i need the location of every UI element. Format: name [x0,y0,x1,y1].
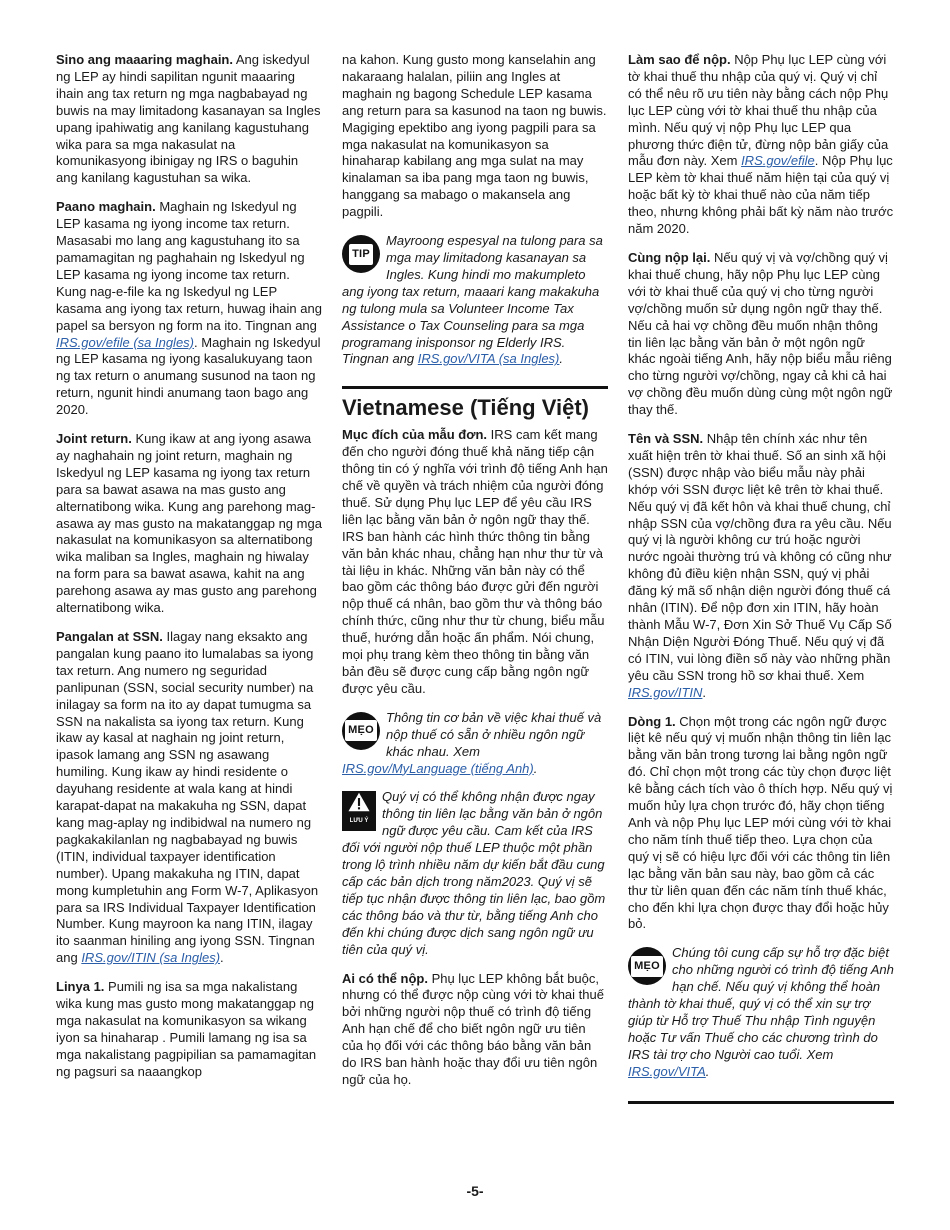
body-text: Phụ lục LEP không bắt buộc, nhưng có thể được nộp cùng với tờ khai thuế bởi những người nộp thuế có trình độ tiếng Anh hạn chế để cho biết ngôn ngữ ưu tiên của họ đối với các thông báo bằng văn bản do IRS ban hành hoặc thay đổi ưu tiên ngôn ngữ của họ. [342,970,604,1087]
paragraph-joint-return-vn [628,250,894,419]
heading: Paano maghain. [56,199,156,215]
link-efile[interactable]: IRS.gov/efile (sa Ingles) [56,334,195,350]
heading: Dòng 1. [628,713,676,729]
page-number: -5- [466,1183,484,1199]
meo-label: MẸO [345,720,377,741]
caution-text: Quý vị có thể không nhận được ngay thông tin liên lạc bằng văn bản ở ngôn ngữ được yêu cầu. Cam kết của IRS đối với người nộp thuế LEP thuộc một phần trong lộ trình nhiều năm dự kiến bắt đầu cung cấp các bản dịch trong năm2023. Quý vị sẽ tiếp tục nhận được thông tin liên lạc, bao gồm các thông báo và thư từ, bằng tiếng Anh cho đến khi chúng được dịch sang ngôn ngữ ưu tiên của quý vị. [342,789,606,957]
tip-label: TIP [349,244,373,265]
paragraph-name-ssn-vn [628,431,894,702]
paragraph-joint-return [56,431,322,617]
body-text: Nhập tên chính xác như tên xuất hiện trên tờ khai thuế. Số an sinh xã hội (SSN) được nhập vào biểu mẫu này phải khớp với SSN được liệt kê trên tờ khai thuế. Nếu quý vị đã kết hôn và khai thuế chung, chỉ nhập SSN của vợ/chồng đưa ra yêu cầu. Nếu quý vị là người không cư trú hoặc người nước ngoài thường trú và không có cũng như không đủ điều kiện nhận SSN, quý vị phải đăng ký mã số nhận diện người đóng thuế cá nhân (ITIN). Để nộp đơn xin ITIN, hãy hoàn thành Mẫu W-7, Đơn Xin Sở Thuế Vụ Cấp Số Nhận Diện Người Đóng Thuế. Nếu quý vị đã có ITIN, vui lòng điền số này vào những phần yêu cầu SSN trong hồ sơ khai thuế. Xem [628,431,892,683]
meo-callout-2 [628,945,894,1080]
warning-triangle-icon [346,791,372,812]
body-text: . [220,950,224,966]
link-vita[interactable]: IRS.gov/VITA (sa Ingles) [417,351,560,367]
paragraph-line-1 [56,979,322,1080]
tip-text: Mayroong espesyal na tulong para sa mga may limitadong kasanayan sa Ingles. Kung hindi mo makumpleto ang iyong tax return, maaari kang makakuha ng tulong mula sa Volunteer Income Tax Assistance o Tax Counseling para sa mga programang inisponsor ng Elderly IRS. Tingnan ang [342,233,603,367]
caution-label: LƯU Ý [349,817,369,824]
paragraph-how-to-file [56,199,322,419]
body-text: na kahon. Kung gusto mong kanselahin ang nakaraang halalan, piliin ang Ingles at maghain ng bagong Schedule LEP kasama ang return para sa kasunod na taon ng buwis. Magiging epektibo ang iyong pagpili para sa mga nakasulat na komunikasyon sa hinaharap kabilang ang mga sulat na may kinalaman sa iba pang mga taon ng buwis, hanggang sa mabago o makansela ang pagpili. [342,52,607,220]
heading: Ai có thể nộp. [342,970,428,986]
tip-text: . [559,351,564,367]
paragraph-purpose [342,427,608,698]
link-mylanguage[interactable]: IRS.gov/MyLanguage (tiếng Anh) [342,760,534,776]
heading: Linya 1. [56,979,105,995]
meo-text: Thông tin cơ bản về việc khai thuế và nộp thuế có sẵn ở nhiều ngôn ngữ khác nhau. Xem [386,709,602,759]
section-title-vietnamese: Vietnamese (Tiếng Việt) [342,386,608,421]
tip-callout [342,233,608,368]
heading: Mục đích của mẫu đơn. [342,427,488,443]
heading: Sino ang maaaring maghain. [56,52,233,67]
body-text: . Maghain ng Iskedyul ng LEP kasama ng iyong kasalukuyang taon ng tax return o anumang susunod na taon ng return, ngunit hindi anumang taon bago ang 2020. [56,334,321,418]
meo-callout [342,710,608,778]
meo-icon [342,712,380,750]
meo-icon [628,947,666,985]
heading: Pangalan at SSN. [56,629,163,644]
heading: Joint return. [56,431,132,447]
body-text: . [702,684,707,700]
link-vita-vn[interactable]: IRS.gov/VITA [628,1063,706,1079]
meo-text: Chúng tôi cung cấp sự hỗ trợ đặc biệt cho những người có trình độ tiếng Anh hạn chế. Nếu quý vị không thể hoàn thành tờ khai thuế, quý vị có thể xin sự trợ giúp từ Hỗ trợ Thuế Thu nhập Tình nguyện hoặc Tư vấn Thuế cho các chương trình do IRS tài trợ cho Người cao tuổi. Xem [628,945,894,1062]
paragraph-line-1-vn [628,714,894,934]
body-text: Ilagay nang eksakto ang pangalan kung paano ito lumalabas sa iyong tax return. Ang numero ng seguridad panlipunan (SSN, social security number) na inilagay sa form na ito ay dapat tumugma sa SSN na nakalista sa iyong tax return. Kung ikaw ay kasal at naghain ng joint return, ipasok lamang ang SSN ng asawang humiling. Kung ikaw ay hindi residente o dayuhang residente at wala kang at hindi karapat-dapat na makakuha ng SSN, dapat kang mag-aplay ng indibidwal na numero ng pagkakakilanlan ng nagbabayad ng buwis (ITIN, individual taxpayer identification number). Upang makakuha ng ITIN, dapat mong kumpletuhin ang Form W-7, Aplikasyon para sa IRS Individual Taxpayer Identification Number. Kung mayroon ka nang ITIN, ilagay ito saanman hiniling ang iyong SSN. Tingnan ang [56,629,319,966]
body-text: Ang iskedyul ng LEP ay hindi sapilitan ngunit maaaring ihain ang tax return ng mga nagbabayad ng buwis na may limitadong kasanayan sa Ingles upang ipahiwatig ang kanilang kagustuhang wika para sa mga nakasulat na komunikasyong ibinigay ng IRS o baguhin ang kanilang kagustuhan sa wika. [56,52,321,186]
link-efile-vn[interactable]: IRS.gov/efile [741,153,815,169]
body-text: Pumili ng isa sa mga nakalistang wika kung mas gusto mong makatanggap ng mga nakasulat na komunikasyon sa wikang iyon sa hinaharap . Pumili lamang ng isa sa mga nakalistang pagpipilian sa pamamagitan ng pagsuri sa naaangkop [56,979,317,1079]
paragraph-who-can-file [342,971,608,1089]
meo-text: . [533,760,538,776]
body-text: Nộp Phụ lục LEP cùng với tờ khai thuế thu nhập của quý vị. Quý vị chỉ có thể nêu rõ ưu tiên này bằng cách nộp Phụ lục LEP cùng với tờ khai thuế thu nhập của mình. Nếu quý vị nộp Phụ lục LEP qua phương thức điện tử, đừng nộp bản giấy của mẫu đơn này. Xem [628,52,889,169]
paragraph-continued [342,52,608,221]
body-text: . Nộp Phụ lục LEP kèm tờ khai thuế năm hiện tại của quý vị hoặc bất kỳ tờ khai thuế nào của năm tiếp theo, nhưng không phải bất kỳ năm nào trước năm 2020. [628,153,894,237]
body-text: Chọn một trong các ngôn ngữ được liệt kê nếu quý vị muốn nhận thông tin liên lạc bằng văn bản trong tương lai bằng ngôn ngữ đó. Chỉ chọn một trong các tùy chọn được liệt kê bằng cách tích vào ô thích hợp. Nếu quý vị muốn hủy lựa chọn trước đó, hãy chọn tiếng Anh và nộp Phụ lục LEP mới cùng với tờ khai cho năm tính thuế tiếp theo. Lựa chọn của quý vị sẽ có hiệu lực đối với các thông tin liên lạc bằng văn bản sau này, bao gồm cả các thư từ liên quan đến các năm tính thuế khác, cho đến khi lựa chọn được thay đổi hoặc hủy bỏ. [628,713,893,932]
paragraph-how-to-file-vn [628,52,894,238]
tip-icon [342,235,380,273]
column-middle [342,52,608,1101]
caution-callout [342,789,608,958]
body-text: Kung ikaw at ang iyong asawa ay naghahain ng joint return, maghain ng Iskedyul ng LEP kasama ng iyong tax return para sa bawat asawa na mas gusto ang alternatibong wika. Kung ang parehong mag-asawa ay mas gusto na makatanggap ng mga nakasulat na komunikasyon sa alternatibong wika maliban sa Ingles, maghain ng hiwalay na form para sa bawat asawa, kahit na ang parehong asawa ay mas gusto ang parehong alternatibong wika. [56,431,322,616]
column-left [56,52,322,1093]
paragraph-who-may-file [56,52,322,187]
heading: Tên và SSN. [628,431,704,447]
heading: Làm sao để nộp. [628,52,731,67]
body-text: Maghain ng Iskedyul ng LEP kasama ng iyong income tax return. Masasabi mo lang ang kagustuhang ito sa pamamagitan ng paghahain ng Iskedyul ng LEP kasama ng iyong income tax return. Kung nag-e-file ka ng Iskedyul ng LEP kasama ang iyong tax return, huwag ihain ang papel sa bersyon ng form na ito. Tingnan ang [56,199,322,333]
paragraph-name-ssn [56,629,322,967]
column-right [628,52,894,1104]
link-itin[interactable]: IRS.gov/ITIN (sa Ingles) [81,950,221,966]
body-text: Nếu quý vị và vợ/chồng quý vị khai thuế chung, hãy nộp Phụ lục LEP cùng với tờ khai thuế của quý vị cho từng người vợ/chồng muốn sử dụng ngôn ngữ thay thế. Nếu cả hai vợ chồng đều muốn nhận thông tin liên lạc bằng văn bản ở một ngôn ngữ khác ngoài tiếng Anh, hãy nộp biểu mẫu riêng cho từng người vợ/chồng, ngay cả khi cả hai vợ chồng đều muốn dùng cùng một ngôn ngữ thay thế. [628,249,893,418]
link-itin-vn[interactable]: IRS.gov/ITIN [628,684,703,700]
meo-label: MẸO [631,956,663,977]
heading: Cùng nộp lại. [628,249,711,265]
body-text: IRS cam kết mang đến cho người đóng thuế khả năng tiếp cận thông tin có ý nghĩa với trình độ tiếng Anh hạn chế về quyền và trách nhiệm của người đóng thuế. Sử dụng Phụ lục LEP để yêu cầu IRS liên lạc bằng văn bản ở ngôn ngữ thay thế. IRS ban hành các hình thức thông tin bằng văn bản khác nhau, chẳng hạn như thư từ và tài liệu in khác. Những văn bản này có thể bao gồm các thông báo được gửi đến người nộp thuế cá nhân, bao gồm thư và thông báo chính thức, cũng như thư từ chung, biểu mẫu thuế, hướng dẫn hoặc ấn phẩm. Nói chung, mọi phụ trang kèm theo thông tin bằng văn bản đều sẽ được cung cấp bằng ngôn ngữ được yêu cầu. [342,427,608,696]
meo-text: . [705,1063,710,1079]
caution-icon [342,791,376,831]
bottom-rule [628,1101,894,1104]
